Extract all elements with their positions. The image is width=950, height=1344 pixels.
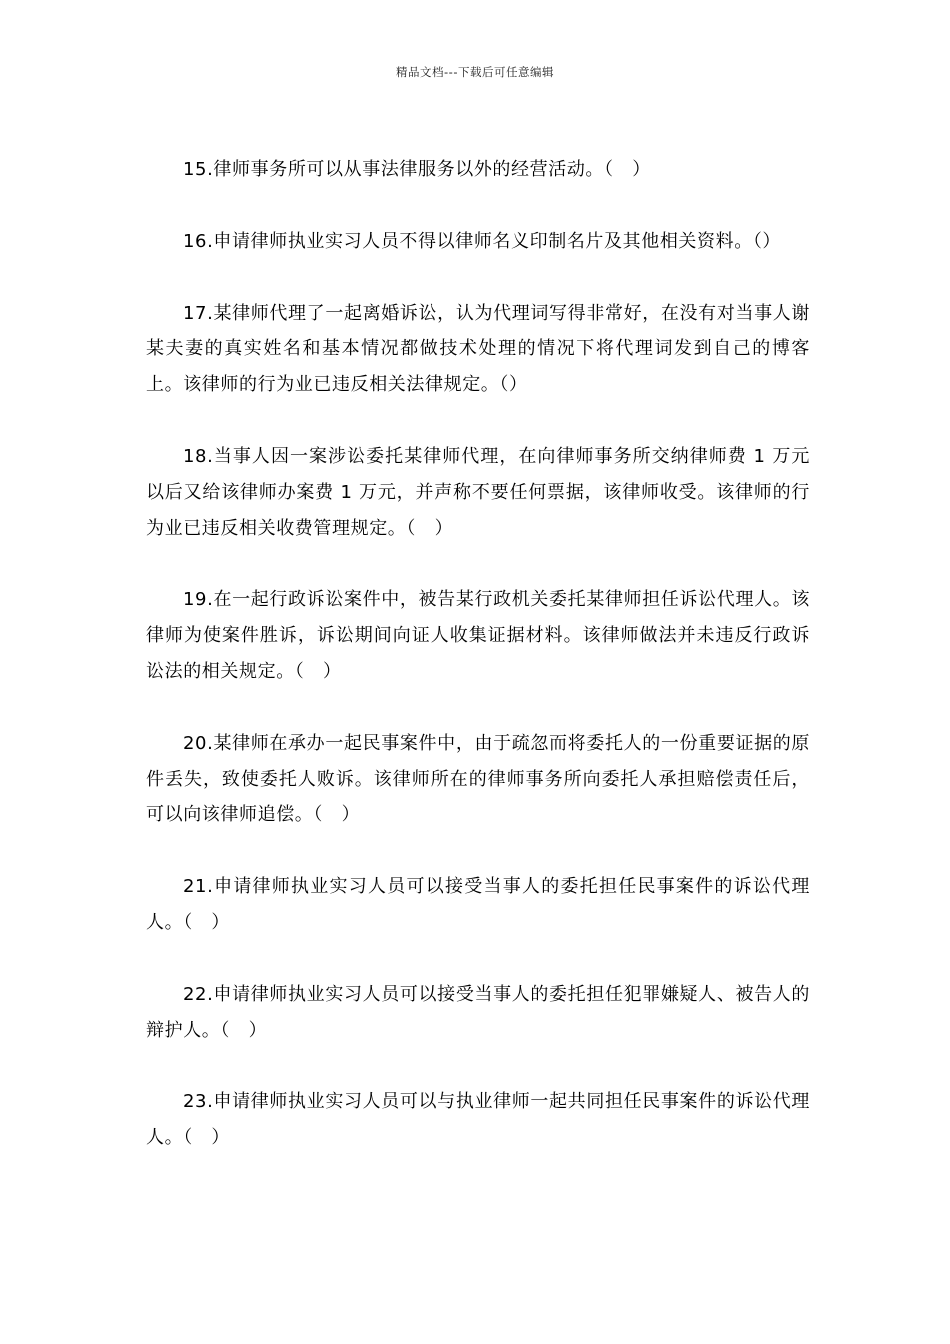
- question-17: 17.某律师代理了一起离婚诉讼，认为代理词写得非常好，在没有对当事人谢某夫妻的真实姓名和基本情况都做技术处理的情况下将代理词发到自己的博客上。该律师的行为业已违反相关法律规定。（）: [146, 302, 810, 396]
- page-header: 精品文档---下载后可任意编辑: [396, 65, 554, 79]
- question-15: 15.律师事务所可以从事法律服务以外的经营活动。（ ）: [183, 159, 651, 180]
- question-19: 19.在一起行政诉讼案件中，被告某行政机关委托某律师担任诉讼代理人。该律师为使案件胜诉，诉讼期间向证人收集证据材料。该律师做法并未违反行政诉讼法的相关规定。（ ）: [146, 589, 810, 682]
- question-23: 23.申请律师执业实习人员可以与执业律师一起共同担任民事案件的诉讼代理人。（ ）: [146, 1091, 810, 1149]
- question-20: 20.某律师在承办一起民事案件中，由于疏忽而将委托人的一份重要证据的原件丢失，致使委托人败诉。该律师所在的律师事务所向委托人承担赔偿责任后，可以向该律师追偿。（ ）: [146, 732, 810, 826]
- question-16: 16.申请律师执业实习人员不得以律师名义印制名片及其他相关资料。（）: [183, 230, 782, 252]
- question-18: 18.当事人因一案涉讼委托某律师代理，在向律师事务所交纳律师费 1 万元以后又给该律师办案费 1 万元，并声称不要任何票据，该律师收受。该律师的行为业已违反相关收费管理规定。（ ）: [146, 445, 810, 539]
- question-list: [146, 152, 810, 1192]
- question-22: 22.申请律师执业实习人员可以接受当事人的委托担任犯罪嫌疑人、被告人的辩护人。（ ）: [146, 983, 810, 1041]
- question-21: 21.申请律师执业实习人员可以接受当事人的委托担任民事案件的诉讼代理人。（ ）: [146, 876, 810, 933]
